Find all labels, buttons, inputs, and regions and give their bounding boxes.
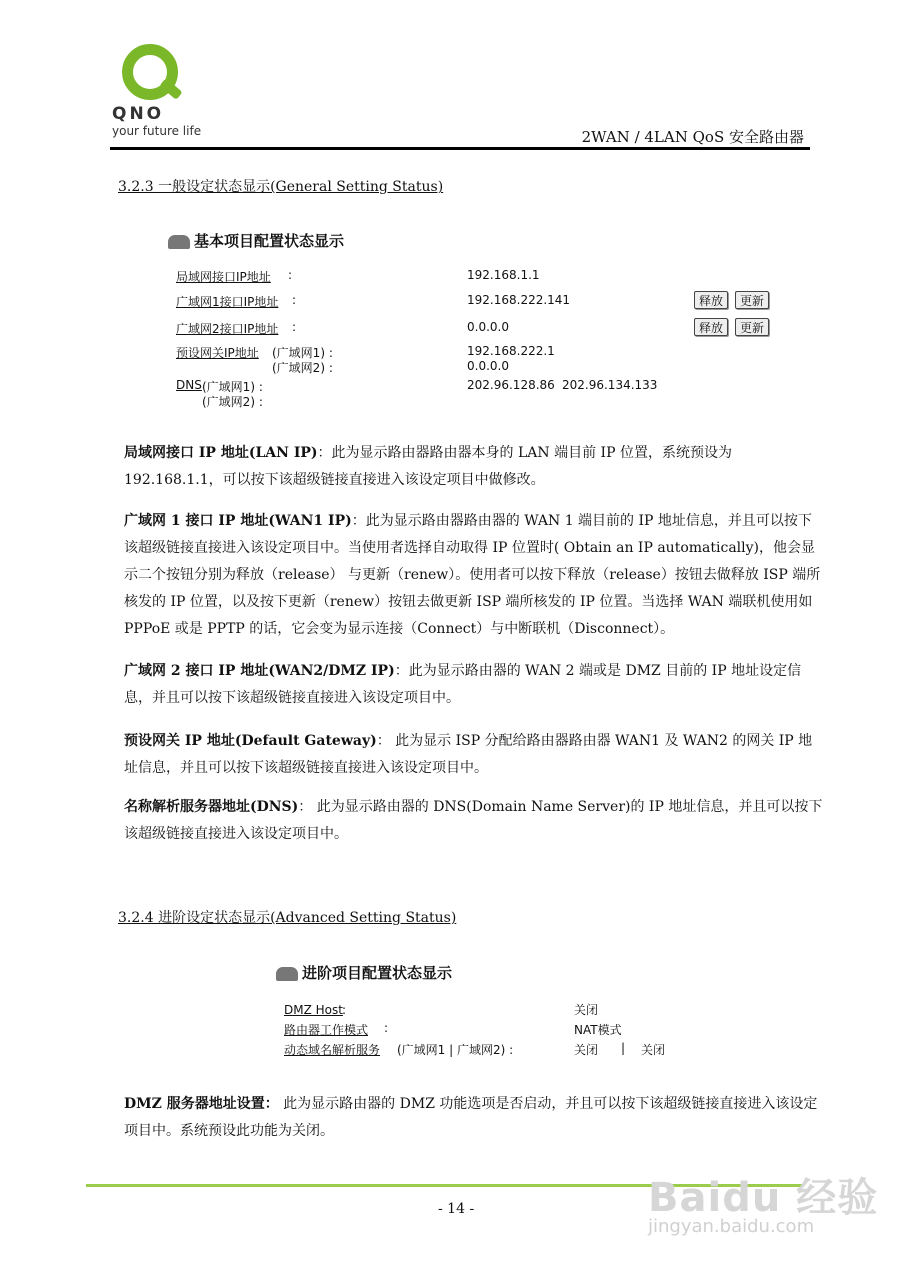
desc-default-gateway: ： 此为显示 ISP 分配给路由器路由器 WAN1 及 WAN2 的网关 IP 地址信息，并且可以按下该超级链接直接进入该设定项目中。 xyxy=(124,733,813,776)
term-wan1-ip: 广域网 1 接口 IP 地址(WAN1 IP) xyxy=(124,513,352,529)
wan1-ip-colon: : xyxy=(292,293,297,307)
paragraph-dns xyxy=(124,794,824,848)
panel-tab-icon xyxy=(276,967,298,981)
gateway-ip-link[interactable]: 预设网关IP地址 xyxy=(176,346,259,360)
section-heading-general-status: 3.2.3 一般设定状态显示(General Setting Status) xyxy=(118,179,444,195)
desc-wan2-ip: ：此为显示路由器的 WAN 2 端或是 DMZ 目前的 IP 地址设定信息，并且可以按下该超级链接直接进入该设定项目中。 xyxy=(124,663,802,706)
lan-ip-value: 192.168.1.1 xyxy=(467,268,540,282)
ddns-link[interactable]: 动态域名解析服务 xyxy=(284,1043,381,1057)
dmz-host-colon: : xyxy=(342,1003,347,1017)
baidu-watermark-url: jingyan.baidu.com xyxy=(648,1216,815,1237)
wan2-ip-link[interactable]: 广域网2接口IP地址 xyxy=(176,322,279,336)
header-title: 2WAN / 4LAN QoS 安全路由器 xyxy=(581,128,804,146)
dmz-host-value: 关闭 xyxy=(574,1003,599,1017)
ddns-sub-label: (广域网1 | 广域网2) : xyxy=(397,1043,514,1057)
ddns-wan2-value: 关闭 xyxy=(641,1043,666,1057)
desc-lan-ip: ：此为显示路由器路由器本身的 LAN 端目前 IP 位置，系统预设为 192.168.1.1，可以按下该超级链接直接进入该设定项目中做修改。 xyxy=(124,445,732,488)
basic-status-panel-title xyxy=(168,230,344,251)
router-mode-colon: : xyxy=(384,1021,389,1035)
advanced-status-panel-title xyxy=(276,962,452,983)
desc-wan1-ip: ：此为显示路由器路由器的 WAN 1 端目前的 IP 地址信息，并且可以按下该超级链接直接进入该设定项目中。当使用者选择自动取得 IP 位置时( Obtain an IP automatically)，他会显示二个按钮分别为释放（release） 与更新（renew）。使用者可以按下释放（release）按钮去做释放 ISP 端所核发的 IP 位置，以及按下更新（renew）按钮去做更新 ISP 端所核发的 IP 位置。当选择 WAN 端联机使用如 PPPoE 或是 PPTP 的话，它会变为显示连接（Connect）与中断联机（Disconnect）。 xyxy=(124,513,821,637)
panel-title-text: 基本项目配置状态显示 xyxy=(194,232,345,250)
router-mode-value: NAT模式 xyxy=(574,1023,622,1037)
lan-ip-colon: : xyxy=(288,268,293,282)
term-dns: 名称解析服务器地址(DNS) xyxy=(124,799,299,815)
dns-primary-value: 202.96.128.86 xyxy=(467,378,555,392)
desc-dns: ： 此为显示路由器的 DNS(Domain Name Server)的 IP 地址信息，并且可以按下该超级链接直接进入该设定项目中。 xyxy=(124,799,823,842)
ddns-separator: | xyxy=(621,1041,626,1055)
wan1-ip-link[interactable]: 广域网1接口IP地址 xyxy=(176,295,279,309)
term-default-gateway: 预设网关 IP 地址(Default Gateway) xyxy=(124,733,377,749)
wan2-ip-colon: : xyxy=(292,320,297,334)
logo-tagline: your future life xyxy=(112,124,202,138)
gateway-wan1-value: 192.168.222.1 xyxy=(467,344,555,358)
ddns-wan1-value: 关闭 xyxy=(574,1043,599,1057)
router-mode-link[interactable]: 路由器工作模式 xyxy=(284,1023,369,1037)
wan1-ip-value: 192.168.222.141 xyxy=(467,293,571,307)
paragraph-default-gateway xyxy=(124,728,824,782)
wan1-renew-button[interactable]: 更新 xyxy=(735,291,769,309)
paragraph-wan2-ip xyxy=(124,658,824,712)
dns-wan1-label: (广域网1) : xyxy=(202,380,263,394)
paragraph-wan1-ip xyxy=(124,508,824,643)
wan2-release-button[interactable]: 释放 xyxy=(694,318,728,336)
header-divider xyxy=(110,147,810,150)
term-wan2-ip: 广域网 2 接口 IP 地址(WAN2/DMZ IP) xyxy=(124,663,395,679)
desc-dmz: 此为显示路由器的 DMZ 功能选项是否启动，并且可以按下该超级链接直接进入该设定项目中。系统预设此功能为关闭。 xyxy=(124,1096,818,1139)
panel-tab-icon xyxy=(168,235,190,249)
dns-link[interactable]: DNS xyxy=(176,378,202,392)
term-lan-ip: 局域网接口 IP 地址(LAN IP) xyxy=(124,445,318,461)
wan1-release-button[interactable]: 释放 xyxy=(694,291,728,309)
paragraph-dmz xyxy=(124,1091,824,1145)
paragraph-lan-ip xyxy=(124,440,824,494)
gateway-wan2-value: 0.0.0.0 xyxy=(467,359,509,373)
dmz-host-link[interactable]: DMZ Host xyxy=(284,1003,343,1017)
baidu-watermark: Baidu 经验 xyxy=(648,1175,879,1221)
wan2-renew-button[interactable]: 更新 xyxy=(735,318,769,336)
lan-ip-link[interactable]: 局域网接口IP地址 xyxy=(176,270,271,284)
term-dmz: DMZ 服务器地址设置： xyxy=(124,1096,279,1112)
dns-secondary-value: 202.96.134.133 xyxy=(562,378,658,392)
gateway-wan2-label: (广域网2) : xyxy=(272,361,333,375)
dns-wan2-label: (广域网2) : xyxy=(202,395,263,409)
section-heading-advanced-status: 3.2.4 进阶设定状态显示(Advanced Setting Status) xyxy=(118,910,457,926)
gateway-wan1-label: (广域网1) : xyxy=(272,346,333,360)
wan2-ip-value: 0.0.0.0 xyxy=(467,320,509,334)
page-number: - 14 - xyxy=(438,1201,475,1217)
logo-text: QNO xyxy=(112,104,165,124)
panel-title-text: 进阶项目配置状态显示 xyxy=(302,964,453,982)
